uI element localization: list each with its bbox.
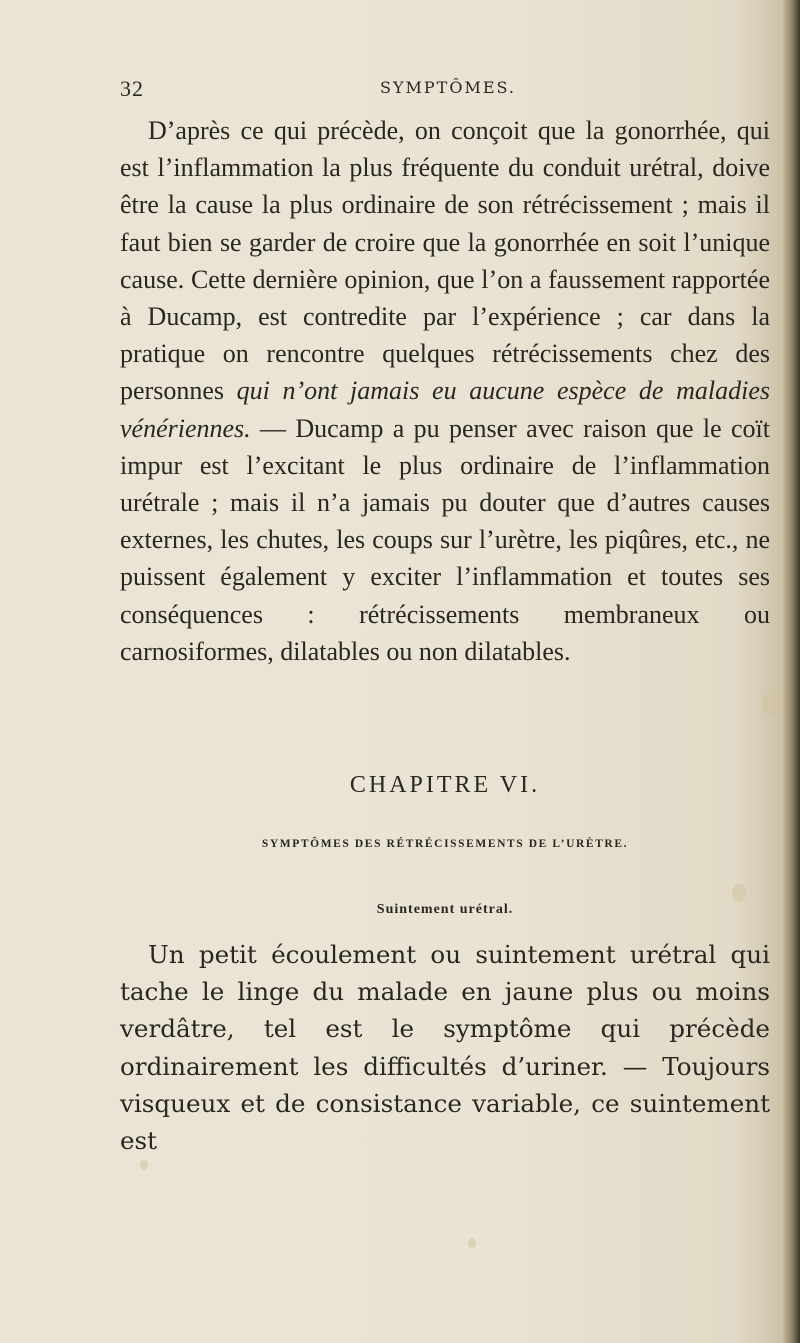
foxing-stain (468, 1238, 476, 1248)
running-title: SYMPTÔMES. (380, 78, 516, 97)
paragraph-text: D’après ce qui précède, on conçoit que la gonorrhée, qui est l’inflammation la plus fréquente du conduit urétral, doive être la cause la plus ordinaire de son rétrécissement ; mais il faut bien se garder de croire que la gonorrhée en soit l’unique cause. Cette dernière opinion, que l’on a faussement rapportée à Ducamp, est contredite par l’expérience ; car dans la pratique on rencontre quelques rétrécissements chez des personnes (120, 116, 770, 406)
paragraph-symptom (120, 936, 770, 1159)
page-binding-edge (782, 0, 800, 1343)
foxing-stain (732, 884, 746, 902)
section-title: Suintement urétral. (376, 902, 514, 917)
italic-emphasis: qui n’ont jamais eu aucune espèce de maladies vénériennes. (120, 376, 770, 443)
paragraph-body (120, 112, 770, 670)
chapter-subtitle: SYMPTÔMES DES RÉTRÉCISSEMENTS DE L’URÈTRE. (261, 838, 629, 850)
page-number: 32 (120, 76, 144, 101)
paragraph-body: Un petit écoulement ou suintement urétral qui tache le linge du malade en jaune plus ou moins verdâtre, tel est le symptôme qui précède ordinairement les difficultés d’uriner. — Toujours visqueux et de consistance variable, ce suintement est (120, 940, 770, 1156)
chapter-heading: CHAPITRE VI. (349, 772, 541, 798)
page-header (120, 76, 770, 106)
foxing-stain (762, 690, 782, 716)
paragraph-causes (120, 112, 770, 670)
foxing-stain (140, 1160, 148, 1170)
paragraph-text-continued: — Ducamp a pu penser avec raison que le coït impur est l’excitant le plus ordinaire de l’inflammation urétrale ; mais il n’a jamais pu douter que d’autres causes externes, les chutes, les coups sur l’urètre, les piqûres, etc., ne puissent également y exciter l’inflammation et toutes ses conséquences : rétrécissements membraneux ou carnosiformes, dilatables ou non dilatables. (120, 413, 770, 666)
